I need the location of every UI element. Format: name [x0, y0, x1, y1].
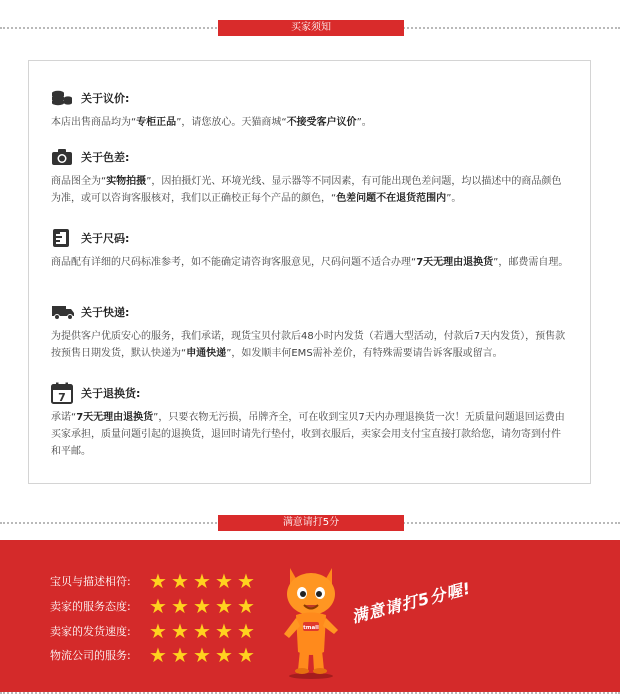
- star-icon[interactable]: ★: [171, 594, 189, 618]
- emphasis-text: 专柜正品: [136, 117, 177, 128]
- body-text: 为提供客户优质安心的服务，我们承诺，现货宝贝付款后48小时内发货（若遇大型活动，付款后7天内发货），预售款按预售日期发货，默认快递为“: [51, 331, 566, 359]
- star-rating: [147, 596, 257, 616]
- star-rating: [147, 571, 257, 591]
- star-icon[interactable]: ★: [237, 569, 255, 593]
- section-return: [51, 383, 570, 460]
- body-text: ”，请您放心。天猫商城“: [176, 117, 287, 128]
- rating-footer: [0, 540, 620, 692]
- calendar-icon: [51, 383, 75, 403]
- star-icon[interactable]: ★: [237, 643, 255, 667]
- star-icon[interactable]: ★: [215, 569, 233, 593]
- body-text: ”。: [356, 117, 372, 128]
- body-text: 本店出售商品均为“: [51, 117, 137, 128]
- rating-banner: [0, 515, 620, 531]
- section-delivery: [51, 302, 570, 362]
- star-rating: [147, 645, 257, 665]
- emphasis-text: 不接受客户议价: [286, 117, 357, 128]
- rating-label: 卖家的服务态度:: [50, 600, 131, 613]
- star-icon[interactable]: ★: [215, 594, 233, 618]
- body-text: ”，如发顺丰何EMS需补差价，有特殊需要请告诉客服或留言。: [226, 348, 503, 359]
- rating-row: [50, 620, 280, 642]
- rating-label: 物流公司的服务:: [50, 649, 131, 662]
- star-icon[interactable]: ★: [171, 643, 189, 667]
- body-text: ”，因拍摄灯光、环境光线、显示器等不同因素，有可能出现色差问题，均以描述中的商品颜色为准，或可以咨询客服核对，我们以正确校正每个产品的颜色，“: [51, 176, 562, 204]
- emphasis-text: 色差问题不在退货范围内: [336, 193, 447, 204]
- svg-text:7: 7: [58, 391, 66, 404]
- body-text: 商品图全为“: [51, 176, 107, 187]
- ruler-icon: [51, 228, 75, 248]
- star-icon[interactable]: ★: [237, 619, 255, 643]
- body-text: ”。: [446, 193, 462, 204]
- body-text: 商品配有详细的尺码标准参考，如不能确定请咨询客服意见，尺码问题不适合办理“: [51, 257, 417, 268]
- body-text: ”，邮费需自理。: [493, 257, 569, 268]
- camera-icon: [51, 147, 75, 167]
- section-title: 关于退换货:: [81, 387, 141, 400]
- emphasis-text: 实物拍摄: [106, 176, 147, 187]
- truck-icon: [51, 302, 75, 322]
- body-text: 承诺“: [51, 412, 77, 423]
- star-icon[interactable]: ★: [149, 569, 167, 593]
- banner-title: 买家须知: [218, 20, 404, 36]
- section-body: [51, 409, 570, 460]
- section-color: [51, 147, 570, 207]
- rating-row: [50, 570, 280, 592]
- body-text: ”，只要衣物无污损，吊牌齐全，可在收到宝贝7天内办理退换货一次！无质量问题退回运费由买家承担，质量问题引起的退换货，退回时请先行垫付，收到衣服后，卖家会用支付宝直接打款给您，请勿寄到付件和平邮。: [51, 412, 565, 457]
- section-body: [51, 114, 570, 131]
- star-icon[interactable]: ★: [193, 643, 211, 667]
- emphasis-text: 7天无理由退换货: [76, 412, 154, 423]
- banner-title: 满意请打5分: [218, 515, 404, 531]
- star-icon[interactable]: ★: [149, 643, 167, 667]
- star-icon[interactable]: ★: [193, 594, 211, 618]
- star-icon[interactable]: ★: [215, 619, 233, 643]
- section-title: 关于色差:: [81, 151, 130, 164]
- section-title: 关于尺码:: [81, 232, 130, 245]
- section-title: 关于快递:: [81, 306, 130, 319]
- notice-card: [28, 60, 591, 484]
- rating-row: [50, 644, 280, 666]
- mascot-illustration: [278, 560, 344, 680]
- section-bargain: [51, 88, 570, 131]
- section-body: [51, 173, 570, 207]
- rating-label: 宝贝与描述相符:: [50, 575, 131, 588]
- section-body: [51, 328, 570, 362]
- rating-label: 卖家的发货速度:: [50, 625, 131, 638]
- dotted-divider: [0, 692, 620, 694]
- svg-text:tmall: tmall: [303, 625, 319, 631]
- section-size: [51, 228, 570, 271]
- emphasis-text: 申通快递: [186, 348, 227, 359]
- star-icon[interactable]: ★: [171, 569, 189, 593]
- section-body: [51, 254, 570, 271]
- rating-row: [50, 595, 280, 617]
- coins-icon: [51, 88, 75, 108]
- star-icon[interactable]: ★: [237, 594, 255, 618]
- star-icon[interactable]: ★: [149, 619, 167, 643]
- star-icon[interactable]: ★: [193, 569, 211, 593]
- star-rating: [147, 621, 257, 641]
- star-icon[interactable]: ★: [215, 643, 233, 667]
- section-title: 关于议价:: [81, 92, 130, 105]
- star-icon[interactable]: ★: [171, 619, 189, 643]
- slogan-text: 满意请打5分喔!: [349, 578, 474, 627]
- star-icon[interactable]: ★: [149, 594, 167, 618]
- emphasis-text: 7天无理由退换货: [416, 257, 494, 268]
- star-icon[interactable]: ★: [193, 619, 211, 643]
- buyer-notice-banner: [0, 20, 620, 36]
